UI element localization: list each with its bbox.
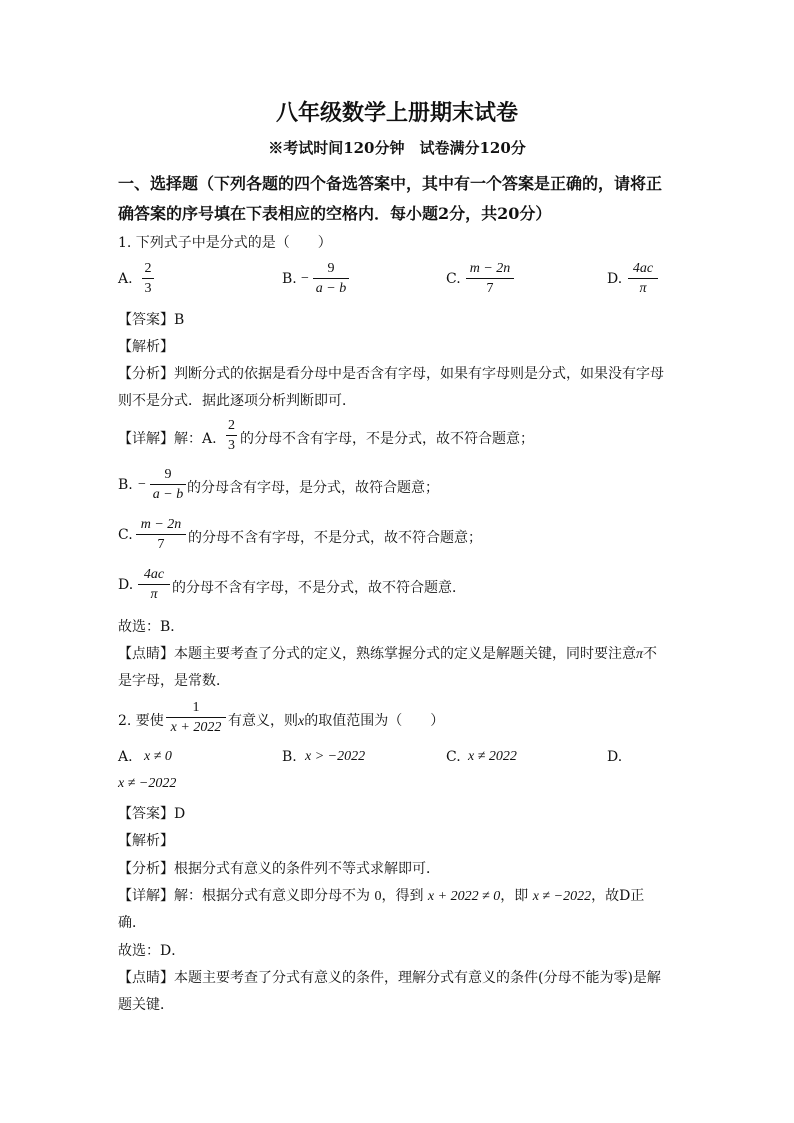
q1-remark-line1 — [118, 643, 657, 663]
q1-remark-line2: 是字母，是常数． — [118, 673, 230, 689]
q1-detail-c-prefix: C. — [118, 527, 133, 543]
q1-option-c-fraction — [466, 260, 514, 297]
q1-conclusion: 故选：B． — [118, 619, 185, 635]
q2-option-c-label: C. — [446, 749, 461, 765]
q2-stem-text: 有意义，则 — [228, 713, 298, 729]
fraction-numerator: 1 — [192, 700, 200, 715]
q1-option-d-fraction — [628, 260, 658, 297]
fraction-numerator: m − 2n — [140, 517, 182, 532]
q2-remark-line2: 题关键． — [118, 997, 174, 1013]
q2-analysis-tag: 【解析】 — [118, 833, 174, 849]
question-1-stem: 1. 下列式子中是分式的是（ ） — [118, 235, 332, 251]
q2-stem-fraction — [166, 699, 226, 736]
fraction-denominator: π — [150, 587, 158, 602]
q1-option-b-fraction — [313, 260, 349, 297]
q1-remark-tail: 不 — [643, 646, 658, 662]
q2-conclusion: 故选：D． — [118, 943, 186, 959]
minus-sign: − — [301, 271, 309, 286]
fraction-denominator: 3 — [144, 281, 152, 296]
q1-option-d-label: D. — [607, 271, 623, 287]
q1-remark-text: 【点睛】本题主要考查了分式的定义，熟练掌握分式的定义是解题关键，同时要注意 — [118, 646, 636, 662]
fraction-denominator: a − b — [315, 281, 347, 296]
fraction-denominator: 3 — [228, 438, 235, 453]
q1-detail-d-fraction — [138, 566, 170, 603]
q1-detail-b-prefix: B. — [118, 477, 133, 493]
q1-fenxi-line1: 【分析】判断分式的依据是看分母中是否含有字母，如果有字母则是分式，如果没有字母 — [118, 366, 664, 382]
fraction-numerator: 2 — [228, 418, 235, 433]
q1-detail-c-text: 的分母不含有字母，不是分式，故不符合题意； — [188, 530, 482, 546]
fraction-denominator: π — [639, 281, 647, 296]
q2-stem-tail: 的取值范围为（ ） — [304, 713, 445, 729]
fraction-numerator: m − 2n — [469, 261, 511, 276]
minus-sign: − — [138, 477, 146, 492]
q2-detail-line2: 确． — [118, 915, 146, 931]
q2-detail-expression-1: x + 2022 ≠ 0 — [427, 889, 501, 904]
q1-detail-c-fraction — [136, 516, 186, 553]
q2-detail-expression-2: x ≠ −2022 — [532, 889, 592, 904]
q2-option-d-label: D. — [607, 749, 623, 765]
question-2-stem-prefix: 2. 要使 — [118, 713, 164, 729]
fraction-numerator: 2 — [144, 261, 152, 276]
q2-option-b-label: B. — [282, 749, 297, 765]
q2-option-a-value: x ≠ 0 — [144, 749, 172, 764]
q1-detail-b-text: 的分母含有字母，是分式，故符合题意； — [187, 480, 439, 496]
q2-option-c-value: x ≠ 2022 — [468, 749, 517, 764]
fraction-numerator: 4ac — [632, 261, 654, 276]
q1-option-c-label: C. — [446, 271, 461, 287]
variable-x: x — [298, 714, 305, 729]
q2-fenxi: 【分析】根据分式有意义的条件列不等式求解即可． — [118, 861, 440, 877]
section-heading-line1: 一、选择题（下列各题的四个备选答案中，其中有一个答案是正确的，请将正 — [118, 174, 663, 193]
q1-option-a-fraction — [142, 260, 154, 297]
fraction-numerator: 9 — [327, 261, 335, 276]
q2-remark-line1: 【点睛】本题主要考查了分式有意义的条件，理解分式有意义的条件(分母不能为零)是解 — [118, 970, 661, 986]
fraction-numerator: 4ac — [143, 567, 165, 582]
question-2-stem-rest — [228, 710, 444, 730]
q2-option-b-value: x > −2022 — [305, 749, 366, 764]
q1-detail-b-fraction — [150, 466, 186, 503]
fraction-denominator: 7 — [157, 537, 165, 552]
page-title: 八年级数学上册期末试卷 — [275, 100, 518, 126]
q1-answer: 【答案】B — [118, 312, 185, 328]
q2-detail-text-mid2: ，即 — [500, 888, 529, 904]
fraction-denominator: 7 — [486, 281, 494, 296]
exam-subtitle: ※考试时间120分钟 试卷满分120分 — [268, 139, 526, 157]
zero-value: 0 — [374, 889, 382, 904]
q2-option-a-label: A. — [118, 749, 133, 765]
q2-answer: 【答案】D — [118, 806, 186, 822]
pi-symbol: π — [636, 647, 644, 662]
q2-detail-text-tail: ，故D正 — [591, 888, 645, 904]
section-heading-line2: 确答案的序号填在下表相应的空格内．每小题2分，共20分） — [118, 204, 552, 223]
q2-detail-text-mid: ，得到 — [381, 888, 424, 904]
q1-fenxi-line2: 则不是分式．据此逐项分析判断即可． — [118, 393, 356, 409]
q1-detail-a-prefix: 【详解】解：A. — [118, 431, 217, 447]
q1-detail-d-text: 的分母不含有字母，不是分式，故不符合题意． — [172, 580, 466, 596]
q1-option-b-label: B. — [282, 271, 297, 287]
q2-option-d-value: x ≠ −2022 — [118, 776, 177, 791]
fraction-numerator: 9 — [164, 467, 172, 482]
q1-analysis-tag: 【解析】 — [118, 339, 174, 355]
q1-detail-a-text: 的分母不含有字母，不是分式，故不符合题意； — [240, 431, 534, 447]
fraction-denominator: a − b — [152, 487, 184, 502]
q2-detail-text: 【详解】解：根据分式有意义即分母不为 — [118, 888, 370, 904]
q1-detail-a-fraction — [226, 417, 237, 454]
q2-detail-line1 — [118, 885, 644, 905]
q1-detail-d-prefix: D. — [118, 577, 134, 593]
fraction-denominator: x + 2022 — [170, 720, 222, 735]
q1-option-a-label: A. — [118, 271, 133, 287]
